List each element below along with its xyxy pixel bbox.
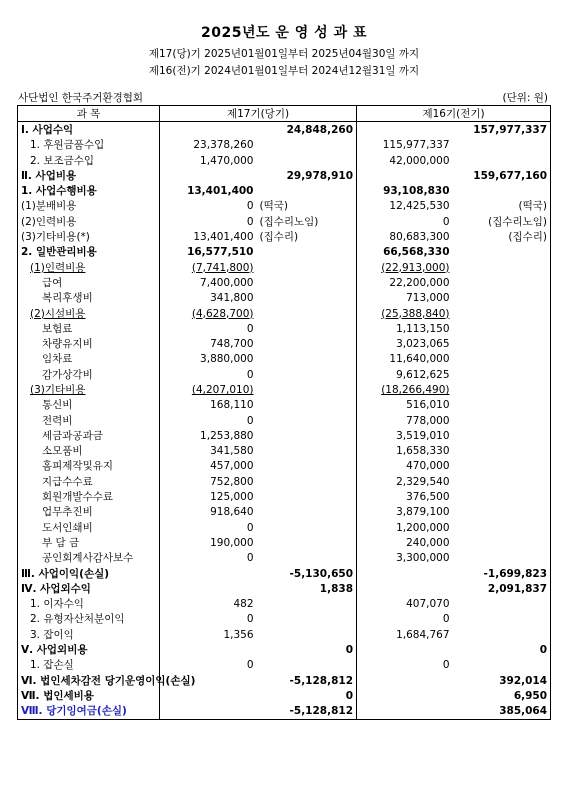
cell-c3: 42,000,000 bbox=[357, 153, 453, 168]
cell-c4 bbox=[453, 291, 551, 306]
cell-c3: 470,000 bbox=[357, 459, 453, 474]
cell-c3: 3,879,100 bbox=[357, 505, 453, 520]
cell-c1 bbox=[160, 581, 257, 596]
cell-c1: 0 bbox=[160, 413, 257, 428]
cell-c4 bbox=[453, 551, 551, 566]
cell-c1: 341,580 bbox=[160, 444, 257, 459]
cell-label: (1)인력비용 bbox=[18, 260, 160, 275]
cell-c4: 159,677,160 bbox=[473, 169, 548, 182]
cell-c3: 407,070 bbox=[357, 597, 453, 612]
cell-c2 bbox=[257, 367, 357, 382]
cell-c2: 29,978,910 bbox=[286, 169, 354, 182]
cell-c4 bbox=[453, 658, 551, 673]
cell-c3: (18,266,490) bbox=[357, 382, 453, 397]
table-row bbox=[18, 505, 551, 520]
cell-c2 bbox=[257, 658, 357, 673]
table-row bbox=[18, 199, 551, 214]
cell-c4 bbox=[453, 382, 551, 397]
cell-c2 bbox=[257, 489, 357, 504]
cell-label: 홈피제작및유지 bbox=[18, 459, 160, 474]
table-row bbox=[18, 581, 551, 596]
table-row bbox=[18, 183, 551, 198]
table-row bbox=[18, 612, 551, 627]
cell-c1: 23,378,260 bbox=[160, 138, 257, 153]
cell-c2 bbox=[257, 275, 357, 290]
cell-c2 bbox=[257, 321, 357, 336]
cell-label: 2. 보조금수입 bbox=[18, 153, 160, 168]
header-current: 제17기(당기) bbox=[160, 106, 357, 122]
cell-c2 bbox=[257, 474, 357, 489]
cell-c2 bbox=[257, 245, 357, 260]
cell-c2: (집수리) bbox=[259, 231, 299, 244]
cell-c1 bbox=[160, 688, 257, 703]
cell-c4 bbox=[453, 505, 551, 520]
cell-c3: 66,568,330 bbox=[357, 245, 453, 260]
cell-c4 bbox=[453, 367, 551, 382]
table-row bbox=[18, 704, 551, 720]
cell-c2 bbox=[257, 352, 357, 367]
cell-label: Ⅵ. 법인세차감전 당기운영이익(손실) bbox=[18, 673, 160, 688]
cell-c4: 385,064 bbox=[453, 704, 551, 720]
cell-c2 bbox=[257, 627, 357, 642]
table-row bbox=[18, 291, 551, 306]
cell-label: 감가상각비 bbox=[18, 367, 160, 382]
table-row bbox=[18, 627, 551, 642]
cell-c2 bbox=[257, 291, 357, 306]
cell-label: 2. 유형자산처분이익 bbox=[18, 612, 160, 627]
cell-c3: 1,113,150 bbox=[357, 321, 453, 336]
cell-c1: 482 bbox=[160, 597, 257, 612]
cell-label: 소모품비 bbox=[18, 444, 160, 459]
cell-label: (3)기타비용(*) bbox=[18, 229, 160, 244]
table-row bbox=[18, 168, 551, 183]
table-row bbox=[18, 367, 551, 382]
cell-c4 bbox=[453, 612, 551, 627]
cell-c3: 1,200,000 bbox=[357, 520, 453, 535]
cell-label: 업무추진비 bbox=[18, 505, 160, 520]
cell-label: 통신비 bbox=[18, 398, 160, 413]
cell-c1 bbox=[160, 168, 257, 183]
cell-c2 bbox=[257, 444, 357, 459]
cell-c3: 2,329,540 bbox=[357, 474, 453, 489]
cell-c1: 1,253,880 bbox=[160, 428, 257, 443]
cell-label: 1. 이자수익 bbox=[18, 597, 160, 612]
cell-label: 회원개발수수료 bbox=[18, 489, 160, 504]
cell-label: 복리후생비 bbox=[18, 291, 160, 306]
cell-label: 1. 사업수행비용 bbox=[18, 183, 160, 198]
cell-c3: 778,000 bbox=[357, 413, 453, 428]
cell-c4 bbox=[453, 352, 551, 367]
table-row bbox=[18, 229, 551, 244]
period-current: 제17(당)기 2025년01월01일부터 2025년04월30일 까지 bbox=[148, 48, 420, 60]
cell-c4 bbox=[453, 444, 551, 459]
cell-c2: (집수리노임) bbox=[259, 215, 319, 228]
cell-c2 bbox=[257, 551, 357, 566]
cell-c2: 24,848,260 bbox=[286, 123, 354, 136]
cell-c4 bbox=[453, 597, 551, 612]
cell-c1: 457,000 bbox=[160, 459, 257, 474]
table-row bbox=[18, 306, 551, 321]
table-row bbox=[18, 398, 551, 413]
cell-c2 bbox=[257, 413, 357, 428]
cell-c1: 0 bbox=[160, 551, 257, 566]
cell-label: 2. 일반관리비용 bbox=[18, 245, 160, 260]
cell-c4: 6,950 bbox=[513, 689, 548, 702]
table-row bbox=[18, 153, 551, 168]
table-row bbox=[18, 673, 551, 688]
cell-c1: 0 bbox=[160, 199, 257, 214]
cell-c1: 13,401,400 bbox=[160, 183, 257, 198]
cell-c3 bbox=[357, 688, 453, 703]
cell-c2 bbox=[257, 336, 357, 351]
cell-c3: 376,500 bbox=[357, 489, 453, 504]
cell-c2: -5,128,812 bbox=[289, 674, 354, 687]
cell-c3: 0 bbox=[357, 658, 453, 673]
cell-c3 bbox=[357, 122, 453, 138]
cell-c1: 3,880,000 bbox=[160, 352, 257, 367]
cell-c2 bbox=[257, 597, 357, 612]
cell-c4 bbox=[453, 627, 551, 642]
cell-c3: 93,108,830 bbox=[357, 183, 453, 198]
cell-label: 공인회계사감사보수 bbox=[18, 551, 160, 566]
cell-c2 bbox=[257, 612, 357, 627]
table-row bbox=[18, 382, 551, 397]
cell-c1: 1,356 bbox=[160, 627, 257, 642]
cell-c3: 3,023,065 bbox=[357, 336, 453, 351]
cell-label: (3)기타비용 bbox=[18, 382, 160, 397]
cell-label: Ⅴ. 사업외비용 bbox=[18, 642, 160, 657]
table-row bbox=[18, 260, 551, 275]
report-title: 2025년도 운 영 성 과 표 bbox=[200, 25, 367, 41]
cell-c3 bbox=[357, 581, 453, 596]
cell-c1: 752,800 bbox=[160, 474, 257, 489]
cell-c4 bbox=[453, 398, 551, 413]
cell-c2: 0 bbox=[345, 644, 354, 657]
cell-c3: 713,000 bbox=[357, 291, 453, 306]
cell-c4: 157,977,337 bbox=[473, 123, 548, 136]
cell-c3: (22,913,000) bbox=[357, 260, 453, 275]
cell-c4 bbox=[453, 153, 551, 168]
table-row bbox=[18, 413, 551, 428]
cell-c3 bbox=[357, 168, 453, 183]
cell-c1: 918,640 bbox=[160, 505, 257, 520]
period-prior: 제16(전)기 2024년01월01일부터 2024년12월31일 까지 bbox=[148, 65, 420, 77]
table-row bbox=[18, 551, 551, 566]
table-row bbox=[18, 688, 551, 703]
cell-label: 1. 후원금품수입 bbox=[18, 138, 160, 153]
cell-c3: 1,684,767 bbox=[357, 627, 453, 642]
cell-c1: (4,207,010) bbox=[160, 382, 257, 397]
cell-c2 bbox=[257, 260, 357, 275]
cell-c3: 115,977,337 bbox=[357, 138, 453, 153]
cell-c1 bbox=[160, 122, 257, 138]
cell-label: Ⅳ. 사업외수익 bbox=[18, 581, 160, 596]
cell-label: 급여 bbox=[18, 275, 160, 290]
table-row bbox=[18, 336, 551, 351]
table-row bbox=[18, 352, 551, 367]
cell-label: 지급수수료 bbox=[18, 474, 160, 489]
cell-c3 bbox=[357, 673, 453, 688]
cell-c4 bbox=[453, 474, 551, 489]
cell-c3: 3,300,000 bbox=[357, 551, 453, 566]
table-row bbox=[18, 658, 551, 673]
cell-c1: 13,401,400 bbox=[160, 229, 257, 244]
cell-c1: 7,400,000 bbox=[160, 275, 257, 290]
cell-c4: -1,699,823 bbox=[483, 567, 548, 580]
table-row bbox=[18, 489, 551, 504]
cell-c1: (7,741,800) bbox=[160, 260, 257, 275]
unit-label: (단위: 원) bbox=[502, 92, 548, 104]
cell-c3: 516,010 bbox=[357, 398, 453, 413]
table-row bbox=[18, 444, 551, 459]
cell-c4 bbox=[453, 413, 551, 428]
cell-c4 bbox=[453, 489, 551, 504]
cell-c2 bbox=[257, 520, 357, 535]
cell-c4 bbox=[453, 535, 551, 550]
cell-c4 bbox=[453, 275, 551, 290]
cell-c4: 392,014 bbox=[499, 674, 548, 687]
cell-c3: 240,000 bbox=[357, 535, 453, 550]
cell-c2 bbox=[257, 183, 357, 198]
cell-label: (2)시설비용 bbox=[18, 306, 160, 321]
cell-label: (1)분배비용 bbox=[18, 199, 160, 214]
table-row bbox=[18, 642, 551, 657]
cell-c3 bbox=[357, 566, 453, 581]
table-header-row bbox=[18, 106, 551, 122]
cell-c3: 0 bbox=[357, 214, 453, 229]
cell-c2: (떡국) bbox=[259, 200, 288, 213]
cell-c2: -5,128,812 bbox=[257, 704, 357, 720]
cell-c4 bbox=[453, 520, 551, 535]
cell-c3 bbox=[357, 642, 453, 657]
cell-c4 bbox=[453, 321, 551, 336]
table-row bbox=[18, 321, 551, 336]
cell-c1: 125,000 bbox=[160, 489, 257, 504]
cell-c2: 1,838 bbox=[319, 582, 354, 595]
cell-label: 차량유지비 bbox=[18, 336, 160, 351]
organization-name: 사단법인 한국주거환경협회 bbox=[18, 92, 144, 104]
cell-c3: 1,658,330 bbox=[357, 444, 453, 459]
cell-c1: 1,470,000 bbox=[160, 153, 257, 168]
cell-c1: 0 bbox=[160, 321, 257, 336]
table-row bbox=[18, 428, 551, 443]
cell-c2 bbox=[257, 505, 357, 520]
cell-c1 bbox=[160, 704, 257, 720]
cell-label: 3. 잡이익 bbox=[18, 627, 160, 642]
cell-c1: 16,577,510 bbox=[160, 245, 257, 260]
statement-table bbox=[17, 105, 551, 720]
cell-label: 1. 잡손실 bbox=[18, 658, 160, 673]
cell-c3: 0 bbox=[357, 612, 453, 627]
table-row bbox=[18, 459, 551, 474]
header-item: 과 목 bbox=[18, 106, 160, 122]
cell-c1 bbox=[160, 642, 257, 657]
cell-c1: 748,700 bbox=[160, 336, 257, 351]
table-row bbox=[18, 597, 551, 612]
table-row bbox=[18, 474, 551, 489]
cell-c4: 2,091,837 bbox=[487, 582, 548, 595]
table-row bbox=[18, 520, 551, 535]
cell-c3 bbox=[357, 704, 453, 720]
cell-c4 bbox=[453, 459, 551, 474]
cell-c1 bbox=[160, 566, 257, 581]
cell-c4 bbox=[453, 138, 551, 153]
table-row bbox=[18, 245, 551, 260]
cell-c1: 0 bbox=[160, 214, 257, 229]
cell-c1: 341,800 bbox=[160, 291, 257, 306]
cell-label: Ⅰ. 사업수익 bbox=[18, 122, 160, 138]
cell-c2 bbox=[257, 398, 357, 413]
cell-c4 bbox=[453, 245, 551, 260]
cell-label: (2)인력비용 bbox=[18, 214, 160, 229]
cell-label: 임차료 bbox=[18, 352, 160, 367]
cell-c3: 12,425,530 bbox=[357, 199, 453, 214]
cell-c1: 0 bbox=[160, 612, 257, 627]
cell-c2 bbox=[257, 428, 357, 443]
cell-label: 전력비 bbox=[18, 413, 160, 428]
cell-label: 세금과공과금 bbox=[18, 428, 160, 443]
header-prior: 제16기(전기) bbox=[357, 106, 551, 122]
cell-label: Ⅶ. 법인세비용 bbox=[18, 688, 160, 703]
cell-label: 보험료 bbox=[18, 321, 160, 336]
cell-c3: 80,683,300 bbox=[357, 229, 453, 244]
table-row bbox=[18, 275, 551, 290]
cell-c4: 0 bbox=[539, 644, 548, 657]
cell-c4 bbox=[453, 183, 551, 198]
cell-label: Ⅱ. 사업비용 bbox=[18, 168, 160, 183]
cell-c2 bbox=[257, 535, 357, 550]
cell-c1: 0 bbox=[160, 658, 257, 673]
cell-c4 bbox=[453, 428, 551, 443]
cell-c2 bbox=[257, 153, 357, 168]
cell-c2 bbox=[257, 306, 357, 321]
table-row bbox=[18, 122, 551, 138]
cell-c1: (4,628,700) bbox=[160, 306, 257, 321]
cell-c3: 11,640,000 bbox=[357, 352, 453, 367]
cell-c4: (집수리) bbox=[508, 231, 548, 244]
cell-c3: (25,388,840) bbox=[357, 306, 453, 321]
cell-c2 bbox=[257, 459, 357, 474]
cell-c1: 0 bbox=[160, 520, 257, 535]
cell-c2 bbox=[257, 382, 357, 397]
cell-c3: 3,519,010 bbox=[357, 428, 453, 443]
cell-c1: 0 bbox=[160, 367, 257, 382]
cell-c2: -5,130,650 bbox=[289, 567, 354, 580]
cell-c1: 168,110 bbox=[160, 398, 257, 413]
cell-c2 bbox=[257, 138, 357, 153]
cell-c4: (집수리노임) bbox=[488, 215, 548, 228]
cell-label: 부 담 금 bbox=[18, 535, 160, 550]
cell-c2: 0 bbox=[345, 689, 354, 702]
table-row bbox=[18, 566, 551, 581]
cell-c3: 9,612,625 bbox=[357, 367, 453, 382]
table-row bbox=[18, 214, 551, 229]
cell-c4: (떡국) bbox=[518, 200, 548, 213]
table-row bbox=[18, 138, 551, 153]
table-row bbox=[18, 535, 551, 550]
cell-c3: 22,200,000 bbox=[357, 275, 453, 290]
cell-c4 bbox=[453, 306, 551, 321]
cell-c1: 190,000 bbox=[160, 535, 257, 550]
cell-label: Ⅷ. 당기잉여금(손실) bbox=[18, 704, 160, 720]
cell-c4 bbox=[453, 336, 551, 351]
cell-label: Ⅲ. 사업이익(손실) bbox=[18, 566, 160, 581]
cell-label: 도서인쇄비 bbox=[18, 520, 160, 535]
cell-c4 bbox=[453, 260, 551, 275]
